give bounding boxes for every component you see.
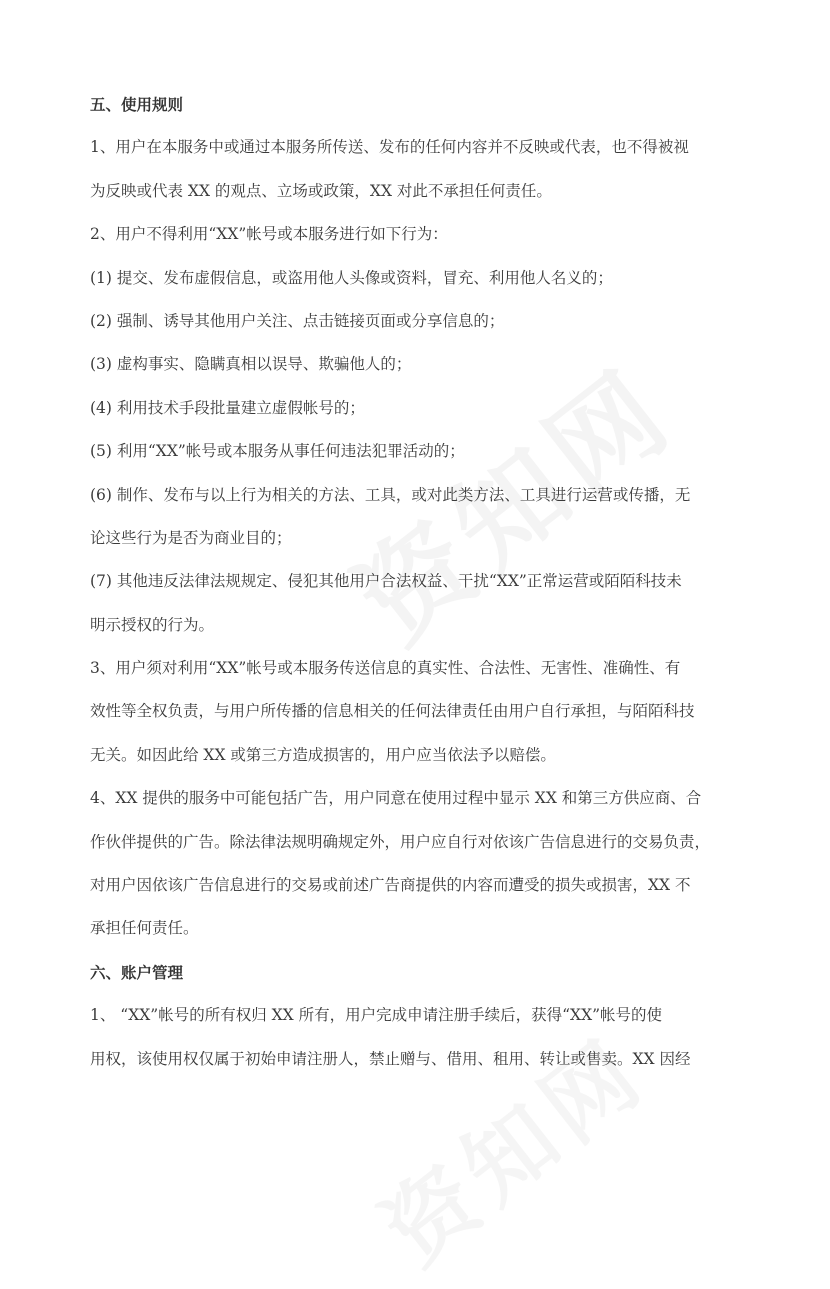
- text-line: 用权，该使用权仅属于初始申请注册人，禁止赠与、借用、租用、转让或售卖。XX 因经: [90, 1049, 691, 1068]
- text-line: 无关。如因此给 XX 或第三方造成损害的，用户应当依法予以赔偿。: [90, 745, 556, 764]
- list-item: (4) 利用技术手段批量建立虚假帐号的；: [90, 398, 365, 417]
- text-line: 为反映或代表 XX 的观点、立场或政策，XX 对此不承担任何责任。: [90, 181, 552, 200]
- text-line: 论这些行为是否为商业目的；: [90, 528, 292, 547]
- text-line: 对用户因依该广告信息进行的交易或前述广告商提供的内容而遭受的损失或损害，XX 不: [90, 876, 691, 895]
- section-heading-account-management: 六、账户管理: [90, 962, 184, 982]
- list-item: (7) 其他违反法律法规规定、侵犯其他用户合法权益、干扰“XX”正常运营或陌陌科技未: [90, 572, 682, 591]
- list-item: (5) 利用“XX”帐号或本服务从事任何违法犯罪活动的；: [90, 442, 465, 461]
- text-line: 1、用户在本服务中或通过本服务所传送、发布的任何内容并不反映或代表，也不得被视: [90, 138, 689, 157]
- text-line: 2、用户不得利用“XX”帐号或本服务进行如下行为：: [90, 225, 448, 244]
- text-line: 3、用户须对利用“XX”帐号或本服务传送信息的真实性、合法性、无害性、准确性、有: [90, 659, 681, 678]
- text-line: 1、 “XX”帐号的所有权归 XX 所有，用户完成申请注册手续后，获得“XX”帐号的使: [90, 1006, 663, 1025]
- text-line: 承担任何责任。: [90, 919, 199, 938]
- text-line: 效性等全权负责，与用户所传播的信息相关的任何法律责任由用户自行承担，与陌陌科技: [90, 702, 695, 721]
- list-item: (2) 强制、诱导其他用户关注、点击链接页面或分享信息的；: [90, 311, 505, 330]
- list-item: (6) 制作、发布与以上行为相关的方法、工具，或对此类方法、工具进行运营或传播，无: [90, 485, 691, 504]
- text-line: 作伙伴提供的广告。除法律法规明确规定外，用户应自行对依该广告信息进行的交易负责，: [90, 832, 711, 851]
- list-item: (1) 提交、发布虚假信息，或盗用他人头像或资料，冒充、利用他人名义的；: [90, 268, 613, 287]
- text-line: 4、XX 提供的服务中可能包括广告，用户同意在使用过程中显示 XX 和第三方供应商、合: [90, 789, 702, 808]
- text-line: 明示授权的行为。: [90, 615, 215, 634]
- list-item: (3) 虚构事实、隐瞒真相以误导、欺骗他人的；: [90, 355, 412, 374]
- document-body: [90, 83, 742, 1081]
- section-heading-usage-rules: 五、使用规则: [90, 95, 184, 114]
